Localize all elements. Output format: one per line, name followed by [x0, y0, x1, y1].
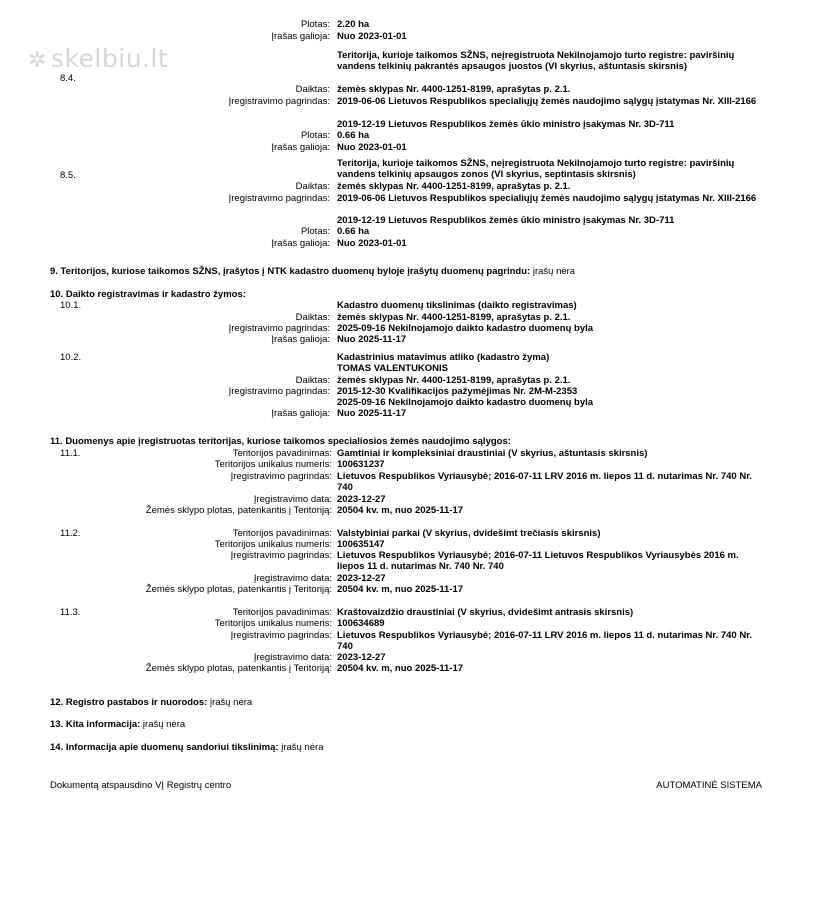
pavadinimas-value: Valstybiniai parkai (V skyrius, dvidešimt trečiasis skirsnis): [337, 528, 601, 539]
galioja-label: Įrašas galioja:: [271, 408, 330, 419]
watermark-logo-icon: ✲: [28, 48, 47, 73]
pagrindas-label: Įregistravimo pagrindas:: [230, 630, 332, 641]
data-value: 2023-12-27: [337, 494, 386, 505]
entry-title: Kadastrinius matavimus atliko (kadastro žyma): [337, 352, 550, 363]
data-value: 2023-12-27: [337, 573, 386, 584]
pagrindas-label: Įregistravimo pagrindas:: [228, 323, 330, 334]
galioja-label: Įrašas galioja:: [271, 238, 330, 249]
unikalus-numeris-value: 100631237: [337, 459, 385, 470]
pavadinimas-label: Teritorijos pavadinimas:: [232, 528, 332, 539]
pagrindas-label: Įregistravimo pagrindas:: [230, 550, 332, 561]
daiktas-label: Daiktas:: [295, 375, 330, 386]
pavadinimas-label: Teritorijos pavadinimas:: [232, 607, 332, 618]
pagrindas-value: 2015-12-30 Kvalifikacijos pažymėjimas Nr. 2M-M-2353: [337, 386, 578, 397]
entry-number: 11.2.: [60, 528, 81, 539]
plotas-label: Žemės sklypo plotas, patenkantis į Teritoriją:: [145, 584, 332, 595]
entry-number: 11.1.: [60, 448, 81, 459]
unikalus-numeris-label: Teritorijos unikalus numeris:: [214, 539, 332, 550]
plotas-value: 20504 kv. m, nuo 2025-11-17: [337, 505, 464, 516]
section-value: įrašų nėra: [142, 719, 186, 730]
entry-number: 10.2.: [60, 352, 82, 363]
daiktas-value: žemės sklypas Nr. 4400-1251-8199, aprašytas p. 2.1.: [337, 181, 571, 192]
pagrindas-label: Įregistravimo pagrindas:: [230, 471, 332, 482]
galioja-label: Įrašas galioja:: [271, 31, 330, 42]
galioja-value: Nuo 2025-11-17: [337, 334, 407, 345]
plotas-label: Plotas:: [300, 226, 330, 237]
unikalus-numeris-label: Teritorijos unikalus numeris:: [214, 459, 332, 470]
pagrindas-value: 2019-12-19 Lietuvos Respublikos žemės ūkio ministro įsakymas Nr. 3D-711: [337, 119, 675, 130]
plotas-value: 2.20 ha: [337, 19, 370, 30]
plotas-value: 20504 kv. m, nuo 2025-11-17: [337, 584, 464, 595]
entry-number: 8.4.: [60, 73, 76, 84]
entry-title: Kadastro duomenų tikslinimas (daikto registravimas): [337, 300, 577, 311]
footer-printed-by: Dokumentą atspausdino VĮ Registrų centro: [50, 780, 232, 791]
watermark: [28, 44, 168, 73]
pagrindas-value: Lietuvos Respublikos Vyriausybė; 2016-07-11 LRV 2016 m. liepos 11 d. nutarimas Nr. 740 Nr. 740: [337, 630, 753, 652]
daiktas-label: Daiktas:: [295, 312, 330, 323]
pagrindas-value: Lietuvos Respublikos Vyriausybė; 2016-07-11 LRV 2016 m. liepos 11 d. nutarimas Nr. 740 Nr. 740: [337, 471, 753, 493]
plotas-value: 0.66 ha: [337, 130, 370, 141]
footer-system: AUTOMATINĖ SISTEMA: [656, 780, 762, 791]
entry-number: 10.1.: [60, 300, 82, 311]
data-label: Įregistravimo data:: [253, 652, 332, 663]
daiktas-label: Daiktas:: [295, 84, 330, 95]
section-title: 10. Daikto registravimas ir kadastro žymos:: [50, 289, 246, 300]
pavadinimas-value: Kraštovaizdžio draustiniai (V skyrius, dvidešimt antrasis skirsnis): [337, 607, 634, 618]
person-name: TOMAS VALENTUKONIS: [337, 363, 449, 374]
daiktas-label: Daiktas:: [295, 181, 330, 192]
pavadinimas-value: Gamtiniai ir kompleksiniai draustiniai (V skyrius, aštuntasis skirsnis): [337, 448, 648, 459]
entry-title: Teritorija, kurioje taikomos SŽNS, neįregistruota Nekilnojamojo turto registre: paviršinių vandens telkinių pakrantės apsaugos juostos (VI skyrius, aštuntasis skirsnis): [337, 50, 735, 72]
daiktas-value: žemės sklypas Nr. 4400-1251-8199, aprašytas p. 2.1.: [337, 84, 571, 95]
section-9: [50, 266, 575, 277]
plotas-value: 0.66 ha: [337, 226, 370, 237]
entry-title: Teritorija, kurioje taikomos SŽNS, neįregistruota Nekilnojamojo turto registre: paviršinių vandens telkinių apsaugos zonos (VI skyrius, septintasis skirsnis): [337, 158, 735, 180]
daiktas-value: žemės sklypas Nr. 4400-1251-8199, aprašytas p. 2.1.: [337, 312, 571, 323]
pagrindas-value: 2025-09-16 Nekilnojamojo daikto kadastro duomenų byla: [337, 397, 594, 408]
section-value: įrašų nėra: [209, 697, 253, 708]
pagrindas-value: 2025-09-16 Nekilnojamojo daikto kadastro duomenų byla: [337, 323, 594, 334]
galioja-value: Nuo 2023-01-01: [337, 142, 407, 153]
galioja-value: Nuo 2023-01-01: [337, 238, 407, 249]
data-label: Įregistravimo data:: [253, 494, 332, 505]
pagrindas-label: Įregistravimo pagrindas:: [228, 193, 330, 204]
pavadinimas-label: Teritorijos pavadinimas:: [232, 448, 332, 459]
section-title: 9. Teritorijos, kuriose taikomos SŽNS, įrašytos į NTK kadastro duomenų byloje įrašytų duomenų pagrindu:: [50, 266, 531, 277]
section-title: 13. Kita informacija:: [50, 719, 141, 730]
galioja-label: Įrašas galioja:: [271, 334, 330, 345]
section-title: 11. Duomenys apie įregistruotas teritorijas, kuriose taikomos specialiosios žemės naudojimo sąlygos:: [50, 436, 511, 447]
section-10: [50, 289, 246, 300]
section-13: [50, 719, 185, 730]
unikalus-numeris-value: 100635147: [337, 539, 385, 550]
section-14: [50, 742, 323, 753]
section-12: [50, 697, 252, 708]
entry-number: 11.3.: [60, 607, 81, 618]
section-title: 14. Informacija apie duomenų sandoriui tikslinimą:: [50, 742, 279, 753]
pagrindas-value: 2019-12-19 Lietuvos Respublikos žemės ūkio ministro įsakymas Nr. 3D-711: [337, 215, 675, 226]
data-value: 2023-12-27: [337, 652, 386, 663]
plotas-label: Plotas:: [300, 19, 330, 30]
galioja-value: Nuo 2025-11-17: [337, 408, 407, 419]
plotas-label: Plotas:: [300, 130, 330, 141]
section-value: įrašų nėra: [281, 742, 324, 753]
section-value: įrašų nėra: [532, 266, 576, 277]
pagrindas-value: 2019-06-06 Lietuvos Respublikos specialiųjų žemės naudojimo sąlygų įstatymas Nr. XIII-2166: [337, 193, 757, 204]
galioja-value: Nuo 2023-01-01: [337, 31, 407, 42]
plotas-value: 20504 kv. m, nuo 2025-11-17: [337, 663, 464, 674]
plotas-label: Žemės sklypo plotas, patenkantis į Teritoriją:: [145, 505, 332, 516]
section-title: 12. Registro pastabos ir nuorodos:: [50, 697, 208, 708]
galioja-label: Įrašas galioja:: [271, 142, 330, 153]
section-11: [50, 436, 511, 447]
unikalus-numeris-value: 100634689: [337, 618, 385, 629]
entry-number: 8.5.: [60, 170, 76, 181]
pagrindas-value: 2019-06-06 Lietuvos Respublikos specialiųjų žemės naudojimo sąlygų įstatymas Nr. XIII-2166: [337, 96, 757, 107]
watermark-text: skelbiu.lt: [50, 44, 169, 73]
data-label: Įregistravimo data:: [253, 573, 332, 584]
daiktas-value: žemės sklypas Nr. 4400-1251-8199, aprašytas p. 2.1.: [337, 375, 571, 386]
plotas-label: Žemės sklypo plotas, patenkantis į Teritoriją:: [145, 663, 332, 674]
pagrindas-value: Lietuvos Respublikos Vyriausybė; 2016-07-11 Lietuvos Respublikos Vyriausybės 2016 m. liepos 11 d. nutarimas Nr. 740 Nr. 740: [337, 550, 739, 572]
pagrindas-label: Įregistravimo pagrindas:: [228, 96, 330, 107]
pagrindas-label: Įregistravimo pagrindas:: [228, 386, 330, 397]
unikalus-numeris-label: Teritorijos unikalus numeris:: [214, 618, 332, 629]
